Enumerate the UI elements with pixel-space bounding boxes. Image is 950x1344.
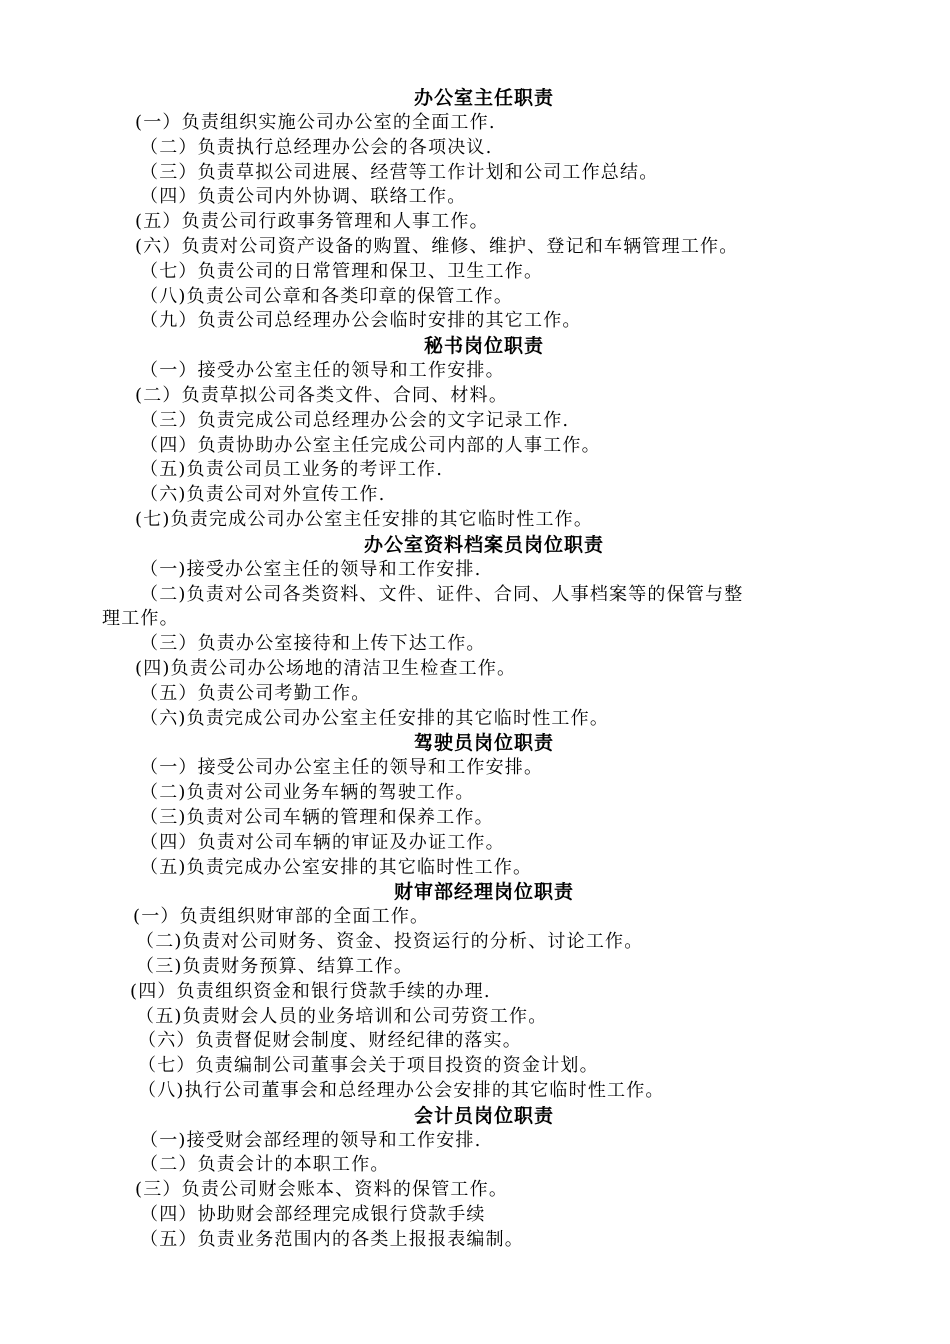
- duty-item: （六)负责完成公司办公室主任安排的其它临时性工作。: [140, 707, 610, 729]
- section-title: 秘书岗位职责: [423, 335, 544, 358]
- duty-item: （六）负责督促财会制度、财经纪律的落实。: [138, 1030, 522, 1052]
- section-title: 会计员岗位职责: [413, 1104, 554, 1127]
- section-title: 财审部经理岗位职责: [393, 881, 574, 904]
- duty-item: （五)负责财会人员的业务培训和公司劳资工作。: [136, 1005, 548, 1027]
- duty-item: （七）负责公司的日常管理和保卫、卫生工作。: [140, 260, 544, 282]
- duty-item: (一）负责组织实施公司办公室的全面工作.: [135, 112, 496, 133]
- duty-item: （四）负责协助办公室主任完成公司内部的人事工作。: [140, 434, 601, 456]
- duty-item: （七）负责编制公司董事会关于项目投资的资金计划。: [138, 1055, 599, 1077]
- duty-item: （二）负责执行总经理办公会的各项决议.: [140, 136, 493, 158]
- duty-item: （五）负责业务范围内的各类上报报表编制。: [140, 1228, 524, 1250]
- duty-item: （三)负责财务预算、结算工作。: [136, 955, 414, 977]
- duty-item: （二)负责对公司财务、资金、投资运行的分析、讨论工作。: [136, 931, 644, 953]
- duty-item: (六）负责对公司资产设备的购置、维修、维护、登记和车辆管理工作。: [135, 235, 739, 257]
- duty-item: （一）接受办公室主任的领导和工作安排。: [140, 360, 505, 382]
- duty-item: （三）负责草拟公司进展、经营等工作计划和公司工作总结。: [140, 161, 659, 183]
- section-title: 办公室主任职责: [413, 87, 554, 109]
- duty-item: （二)负责对公司业务车辆的驾驶工作。: [140, 782, 475, 804]
- duty-item: （五)负责公司员工业务的考评工作.: [140, 459, 444, 481]
- duty-item: （九）负责公司总经理办公会临时安排的其它工作。: [140, 310, 582, 332]
- section-finance-manager: [0, 880, 950, 1103]
- section-accountant: [0, 1104, 950, 1253]
- duty-item: （一)接受财会部经理的领导和工作安排.: [140, 1129, 482, 1151]
- duty-item: （八)执行公司董事会和总经理办公会安排的其它临时性工作。: [138, 1079, 665, 1101]
- section-title: 驾驶员岗位职责: [413, 732, 554, 755]
- duty-item: （四）协助财会部经理完成银行贷款手续: [140, 1204, 486, 1226]
- duty-item: （三)负责对公司车辆的管理和保养工作。: [140, 806, 494, 828]
- duty-item: （二)负责对公司各类资料、文件、证件、合同、人事档案等的保管与整: [140, 583, 744, 605]
- section-archivist: [0, 533, 950, 732]
- duty-item: （一）接受公司办公室主任的领导和工作安排。: [140, 757, 544, 779]
- document-body: [0, 86, 950, 1253]
- duty-item: （五）负责公司考勤工作。: [140, 682, 371, 704]
- duty-item: (七)负责完成公司办公室主任安排的其它临时性工作。: [135, 508, 594, 530]
- duty-item: (二）负责草拟公司各类文件、合同、材料。: [135, 384, 509, 406]
- duty-item: （二）负责会计的本职工作。: [140, 1154, 390, 1176]
- duty-item: （五)负责完成办公室安排的其它临时性工作。: [140, 856, 533, 878]
- duty-item-continuation: 理工作。: [102, 608, 179, 630]
- duty-item: (五）负责公司行政事务管理和人事工作。: [135, 211, 489, 233]
- duty-item: （六)负责公司对外宣传工作.: [140, 484, 386, 506]
- duty-item: （三）负责完成公司总经理办公会的文字记录工作.: [140, 409, 570, 431]
- duty-item: (四)负责公司办公场地的清洁卫生检查工作。: [135, 657, 517, 679]
- duty-item: (三）负责公司财会账本、资料的保管工作。: [135, 1179, 509, 1201]
- duty-item: (四）负责组织资金和银行贷款手续的办理.: [130, 980, 491, 1002]
- duty-item: (一）负责组织财审部的全面工作。: [133, 906, 430, 928]
- duty-item: （一)接受办公室主任的领导和工作安排.: [140, 558, 482, 580]
- section-title: 办公室资料档案员岗位职责: [363, 533, 604, 556]
- duty-item: （四）负责对公司车辆的审证及办证工作。: [140, 831, 505, 853]
- duty-item: （三）负责办公室接待和上传下达工作。: [140, 633, 486, 655]
- duty-item: （四）负责公司内外协调、联络工作。: [140, 186, 467, 208]
- section-office-director: [0, 86, 950, 334]
- duty-item: （八)负责公司公章和各类印章的保管工作。: [140, 285, 514, 307]
- section-secretary: [0, 334, 950, 533]
- section-driver: [0, 731, 950, 880]
